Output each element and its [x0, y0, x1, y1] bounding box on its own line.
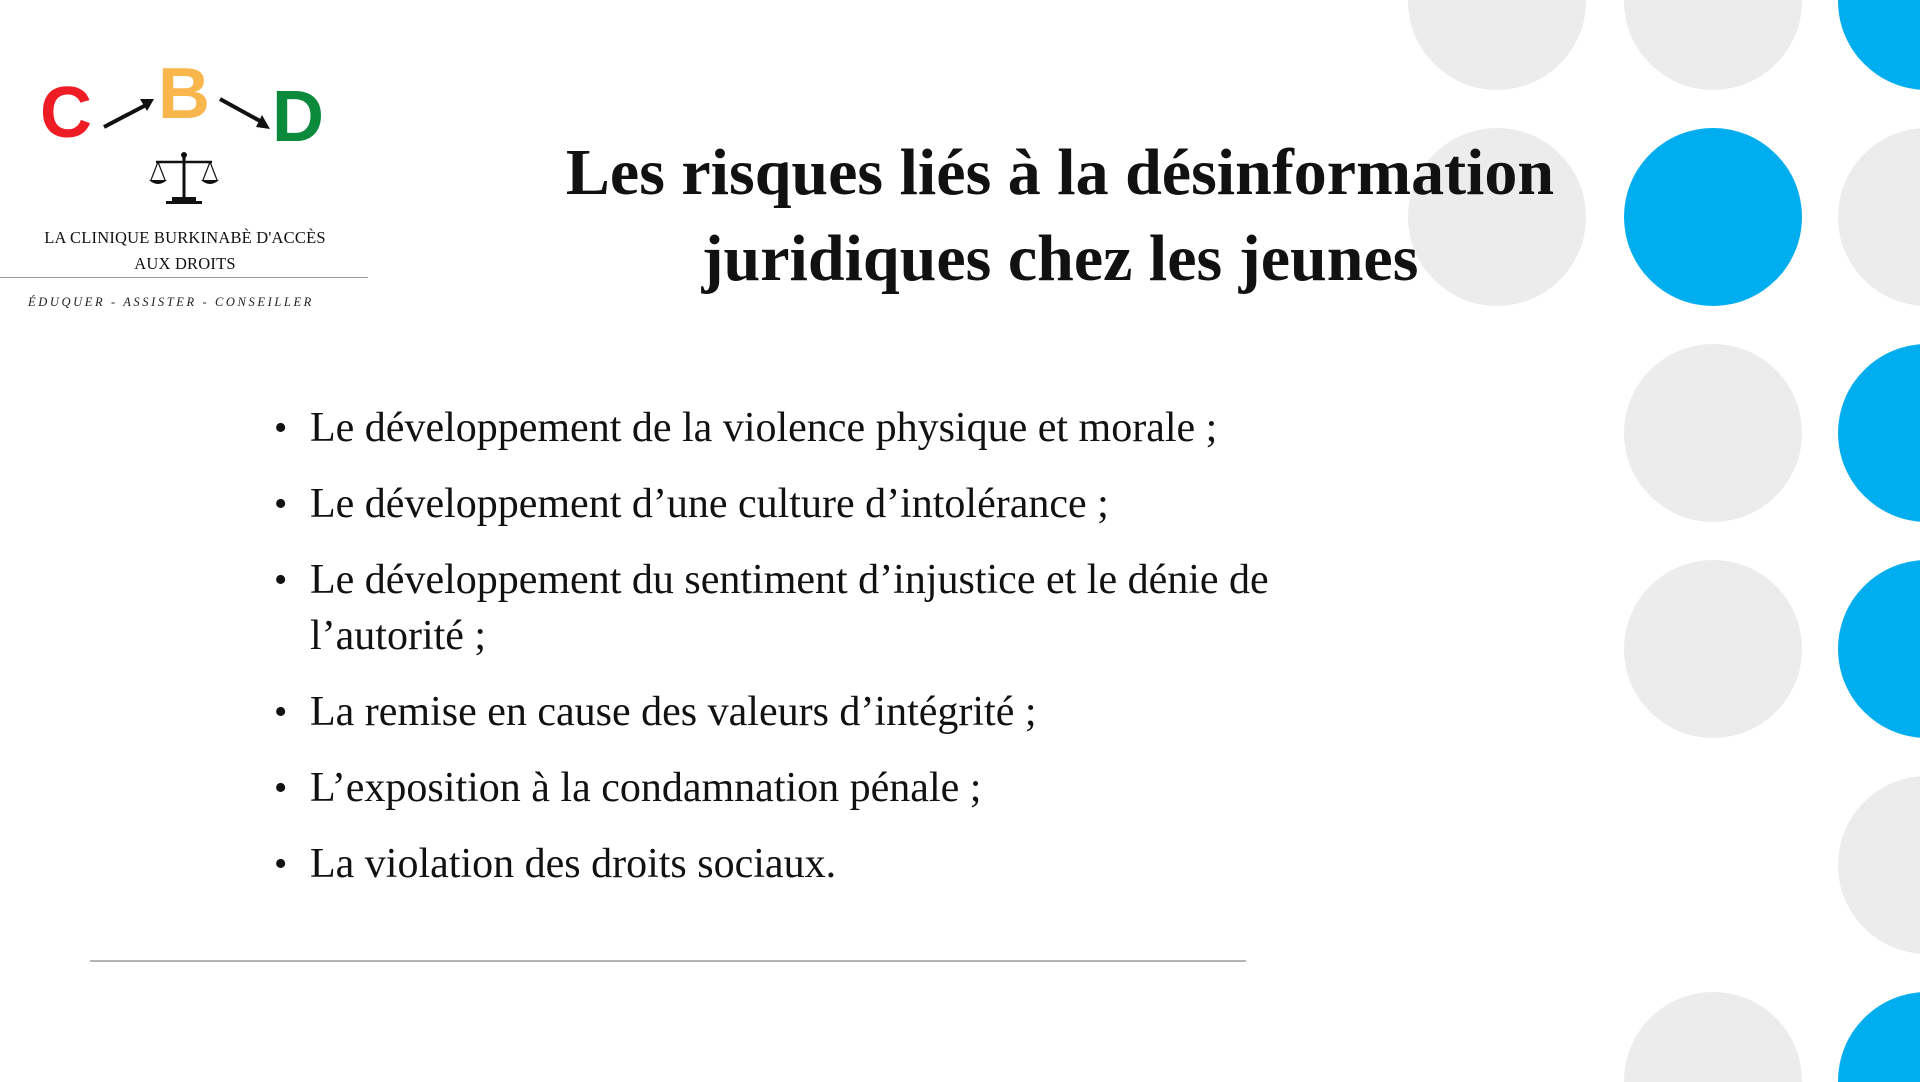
logo-letter-b: B	[158, 54, 210, 134]
bullet-item	[272, 836, 1392, 892]
bullet-item	[272, 400, 1392, 456]
organization-name-line2: AUX DROITS	[134, 254, 236, 273]
decor-circle	[1624, 128, 1802, 306]
bullet-marker: •	[274, 407, 288, 449]
bullet-list	[272, 400, 1392, 912]
arrow-icon	[216, 93, 274, 137]
decor-circle	[1838, 776, 1920, 954]
bullet-marker: •	[274, 691, 288, 733]
organization-name-line1: LA CLINIQUE BURKINABÈ D'ACCÈS	[44, 228, 326, 247]
bullet-text: La remise en cause des valeurs d’intégrité ;	[310, 689, 1037, 735]
decor-circle	[1408, 0, 1586, 90]
bullet-text: Le développement du sentiment d’injustice et le dénie de l’autorité ;	[310, 557, 1269, 659]
slide-title-line1: Les risques liés à la désinformation	[565, 136, 1555, 209]
slide-title-line2: juridiques chez les jeunes	[701, 222, 1419, 295]
logo-letter-c: C	[40, 73, 92, 153]
decor-circle	[1838, 992, 1920, 1082]
decor-circle	[1838, 560, 1920, 738]
bullet-text: La violation des droits sociaux.	[310, 841, 837, 887]
decor-circle	[1624, 992, 1802, 1082]
bullet-text: L’exposition à la condamnation pénale ;	[310, 765, 982, 811]
bullet-marker: •	[274, 843, 288, 885]
bullet-text: Le développement d’une culture d’intolérance ;	[310, 481, 1109, 527]
logo-divider	[0, 277, 368, 278]
decor-circle	[1838, 0, 1920, 90]
bullet-item	[272, 552, 1370, 664]
scales-of-justice-icon	[148, 150, 220, 206]
bullet-text: Le développement de la violence physique et morale ;	[310, 405, 1218, 451]
organization-tagline: ÉDUQUER - ASSISTER - CONSEILLER	[28, 295, 314, 309]
slide-title	[470, 130, 1650, 302]
decor-circle	[1838, 128, 1920, 306]
logo-letters	[0, 55, 370, 155]
bullet-item	[272, 760, 1392, 816]
decor-circle	[1838, 344, 1920, 522]
arrow-icon	[100, 91, 158, 135]
decor-circle	[1624, 0, 1802, 90]
bullet-item	[272, 476, 1392, 532]
bullet-item	[272, 684, 1392, 740]
decor-circle	[1624, 344, 1802, 522]
organization-name	[0, 225, 370, 277]
organization-logo	[0, 55, 370, 325]
footer-divider	[90, 960, 1246, 962]
decor-circle	[1624, 560, 1802, 738]
bullet-marker: •	[274, 767, 288, 809]
bullet-marker: •	[274, 483, 288, 525]
bullet-marker: •	[274, 559, 288, 601]
logo-letter-d: D	[272, 77, 324, 157]
